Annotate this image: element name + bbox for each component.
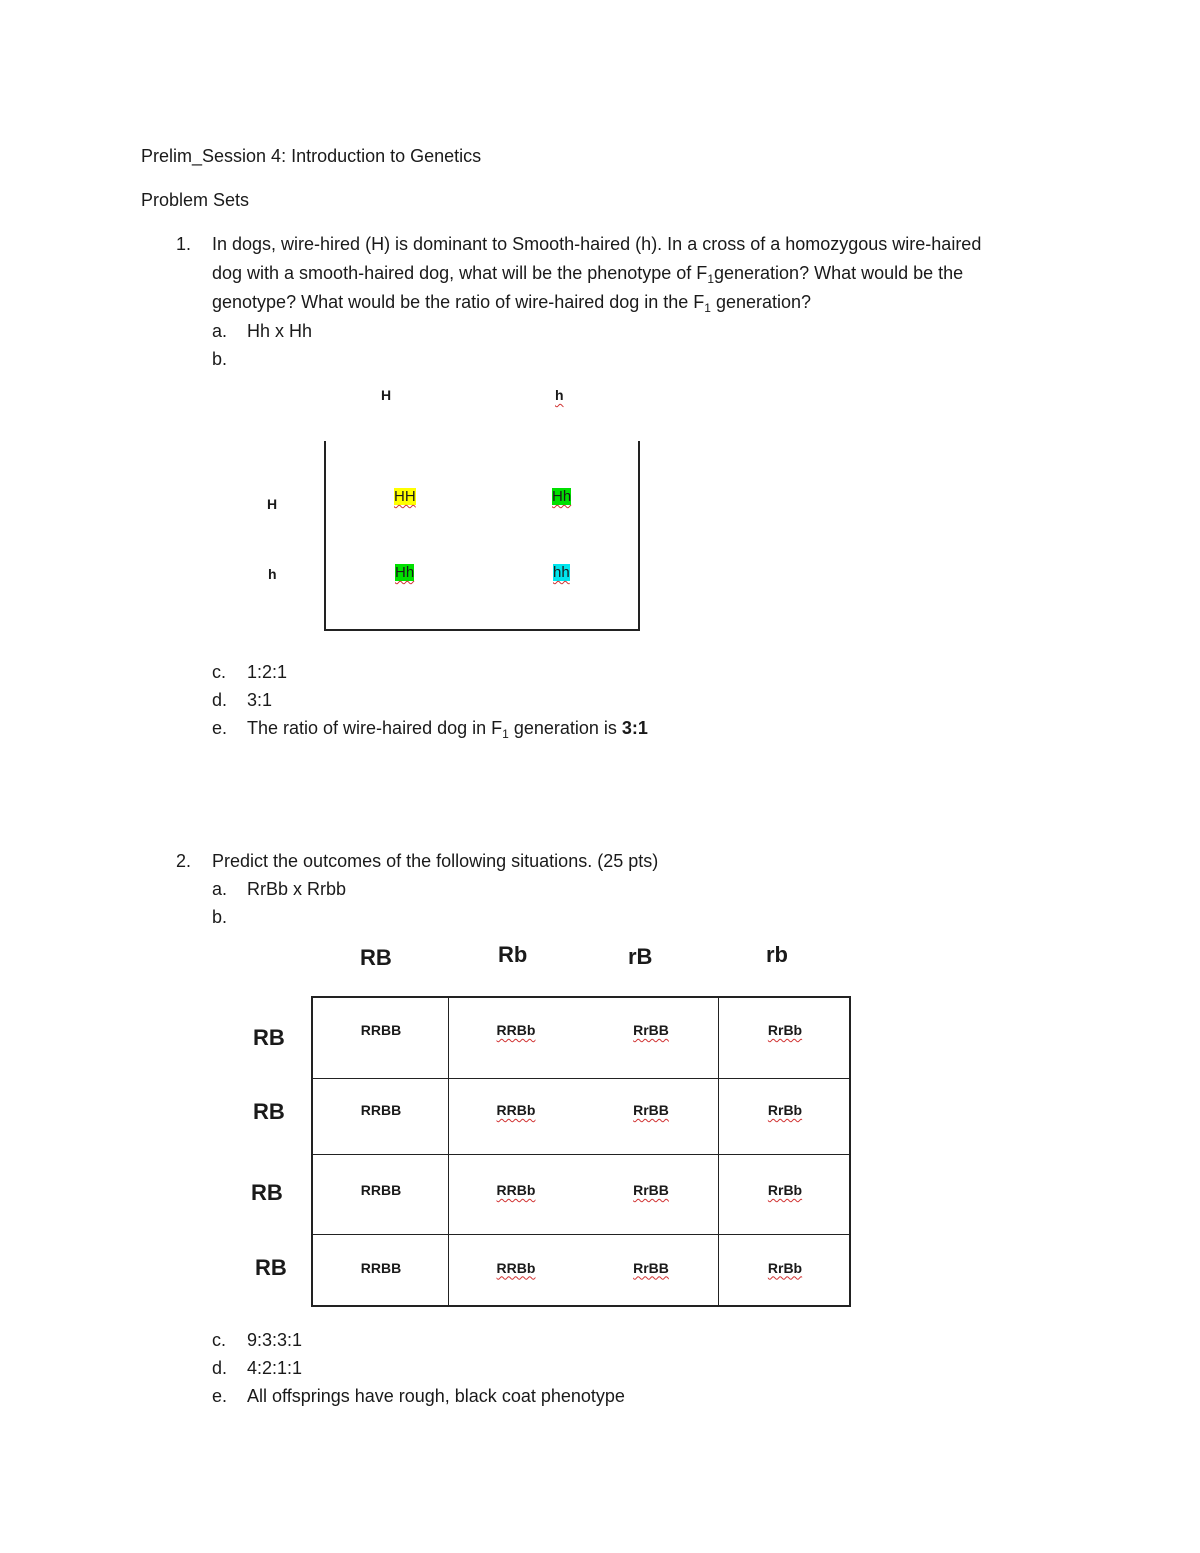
- p2-cell: RrBb: [767, 1022, 803, 1038]
- p2-grid-line: [718, 998, 719, 1305]
- p1-col-header: H: [381, 387, 392, 403]
- q2-b-label: b.: [212, 907, 228, 927]
- p1-cell-Hh: Hh: [552, 488, 572, 505]
- p1-col-header: h: [555, 387, 564, 403]
- p2-grid-line: [448, 998, 449, 1305]
- p2-cell: RrBB: [633, 1022, 669, 1038]
- q2-c-text: 9:3:3:1: [247, 1330, 303, 1350]
- page-subtitle: Problem Sets: [141, 190, 250, 210]
- p1-cell-Hh: Hh: [395, 564, 415, 581]
- p1-cell-hh: hh: [553, 564, 570, 581]
- p2-cell: RRBB: [360, 1022, 402, 1038]
- q1-c-text: 1:2:1: [247, 662, 288, 682]
- q1-text-line2: dog with a smooth-haired dog, what will be the phenotype of $F_1generation$? What would be the: [212, 263, 964, 286]
- p1-row-header: h: [268, 566, 277, 582]
- p2-cell: RrBB: [633, 1102, 669, 1118]
- q1-d-label: d.: [212, 690, 228, 710]
- q1-e-text: The ratio of wire-haired dog in $F_1$ generation is 3:1: [247, 718, 648, 741]
- page-title: Prelim_Session 4: Introduction to Genetics: [141, 146, 482, 166]
- p2-cell: RRBb: [496, 1259, 536, 1276]
- p2-col-header: Rb: [498, 942, 528, 967]
- q2-number: 2.: [176, 851, 192, 871]
- p2-cell: RRBb: [496, 1102, 536, 1118]
- p2-row-header: RB: [253, 1099, 285, 1124]
- p2-grid-line: [313, 1154, 849, 1155]
- q1-a-text: Hh x Hh: [247, 321, 313, 341]
- p2-grid-line: [313, 1078, 849, 1079]
- punnett-square-1: [324, 441, 640, 631]
- q2-c-label: c.: [212, 1330, 227, 1350]
- p2-cell: RrBB: [633, 1182, 669, 1198]
- punnett-square-2: [311, 996, 851, 1307]
- p2-col-header: RB: [360, 945, 392, 970]
- q2-text: Predict the outcomes of the following situations. (25 pts): [212, 851, 659, 871]
- p2-row-header: RB: [251, 1180, 283, 1205]
- q1-number: 1.: [176, 234, 192, 254]
- p2-cell: RrBB: [633, 1259, 669, 1276]
- p2-cell: RRBB: [360, 1182, 402, 1198]
- q1-c-label: c.: [212, 662, 227, 682]
- p2-cell: RRBb: [496, 1022, 536, 1038]
- p2-cell: RrBb: [767, 1259, 803, 1276]
- q2-e-text: All offsprings have rough, black coat phenotype: [247, 1386, 625, 1406]
- p2-cell: RRBb: [496, 1182, 536, 1198]
- q2-d-text: 4:2:1:1: [247, 1358, 303, 1378]
- q2-e-label: e.: [212, 1386, 228, 1406]
- p2-cell: RRBB: [360, 1259, 402, 1276]
- q1-a-label: a.: [212, 321, 228, 341]
- p2-cell: RRBB: [360, 1102, 402, 1118]
- q1-d-text: 3:1: [247, 690, 273, 710]
- q2-d-label: d.: [212, 1358, 228, 1378]
- p2-col-header: rB: [628, 944, 653, 969]
- p2-col-header: rb: [766, 942, 788, 967]
- p2-cell: RrBb: [767, 1182, 803, 1198]
- q2-a-text: RrBb x Rrbb: [247, 879, 347, 899]
- p1-cell-HH: HH: [394, 488, 416, 505]
- q1-b-label: b.: [212, 349, 228, 369]
- p1-row-header: H: [267, 496, 278, 512]
- p2-row-header: RB: [253, 1025, 285, 1050]
- p2-grid-line: [313, 1234, 849, 1235]
- p2-row-header: RB: [255, 1255, 287, 1280]
- p2-cell: RrBb: [767, 1102, 803, 1118]
- q1-text-line1: In dogs, wire-hired (H) is dominant to Smooth-haired (h). In a cross of a homozygous wire-haired: [212, 234, 982, 254]
- q2-a-label: a.: [212, 879, 228, 899]
- q1-text-line3: genotype? What would be the ratio of wire-haired dog in the $F_1$ generation?: [212, 292, 812, 315]
- q1-e-label: e.: [212, 718, 228, 738]
